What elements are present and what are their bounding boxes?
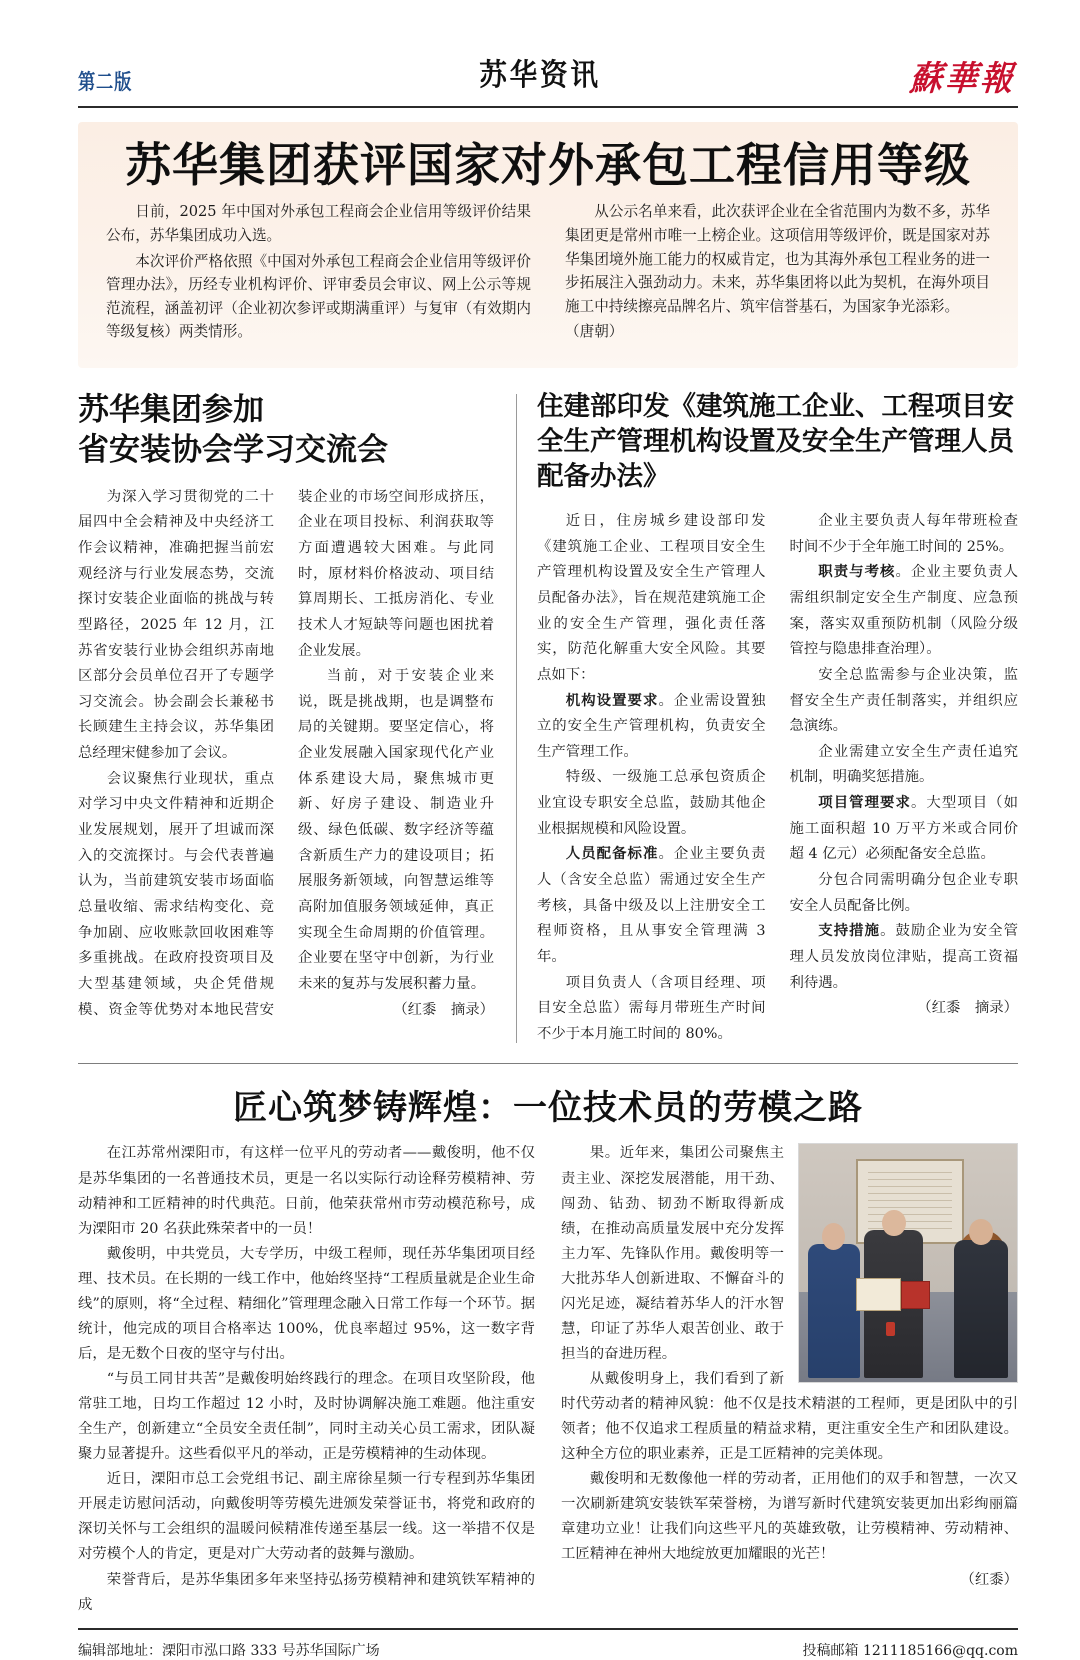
run-in-lead: 支持措施 [818, 923, 881, 940]
submission-email [803, 1640, 1018, 1660]
lead-paragraph: 从公示名单来看，此次获评企业在全省范围内为数不多，苏华集团更是常州市唯一上榜企业。这项信用等级评价，既是国家对苏华集团境外施工能力的权威肯定，也为其海外承包工程业务的进一步拓展注入强劲动力。未来，苏华集团将以此为契机，在海外项目施工中持续擦亮品牌名片、筑牢信誉基石，为国家争光添彩。 [565, 203, 990, 315]
paragraph: 人员配备标准。企业主要负责人（含安全总监）需通过安全生产考核，具备中级及以上注册安全工程师资格，且从事安全管理满 3 年。 [537, 846, 766, 965]
paragraph: 安全总监需参与企业决策，监督安全生产责任制落实，并组织应急演练。 [789, 666, 1018, 735]
lead-article [78, 122, 1018, 368]
footer-divider [78, 1628, 1018, 1630]
paragraph: 果。近年来，集团公司聚焦主责主业、深挖发展潜能，用干劲、闯劲、钻劲、韧劲不断取得新成绩，在推动高质量发展中充分发挥主力军、先锋队作用。戴俊明等一大批苏华人创新进取、不懈奋斗的闪光足迹，凝结着苏华人的汗水智慧，印证了苏华人艰苦创业、敢于担当的奋进历程。 [561, 1145, 784, 1362]
feature-divider [78, 1063, 1018, 1064]
masthead-divider [78, 106, 1018, 108]
run-in-lead: 机构设置要求 [565, 692, 659, 709]
email-label: 投稿邮箱 [802, 1642, 859, 1659]
lead-paragraph: 日前，2025 年中国对外承包工程商会企业信用等级评价结果公布，苏华集团成功入选。 [106, 203, 531, 244]
editorial-address: 编辑部地址：溧阳市泓口路 333 号苏华国际广场 [78, 1642, 380, 1659]
mid-section [78, 390, 1018, 1047]
feature-headline: 匠心筑梦铸辉煌：一位技术员的劳模之路 [233, 1088, 863, 1129]
red-sash [886, 1322, 895, 1337]
email-address: 1211185166@qq.com [863, 1642, 1018, 1659]
article-left-byline: （红黍 摘录） [393, 1001, 494, 1018]
paragraph: 机构设置要求。企业需设置独立的安全生产管理机构，负责安全生产管理工作。 [537, 692, 766, 760]
paragraph: 特级、一级施工总承包资质企业宜设专职安全总监，鼓励其他企业根据规模和风险设置。 [537, 769, 766, 837]
headline-line-1: 苏华集团参加 [78, 392, 264, 429]
lead-byline: （唐朝） [565, 323, 624, 341]
paragraph: 职责与考核。企业主要负责人需组织制定安全生产制度、应急预案，落实双重预防机制（风险分级管控与隐患排查治理）。 [789, 564, 1018, 658]
paragraph: 当前，对于安装企业来说，既是挑战期，也是调整布局的关键期。要坚定信心，将企业发展融入国家现代化产业体系建设大局，聚焦城市更新、好房子建设、制造业升级、绿色低碳、数字经济等蕴含新质生产力的建设项目；拓展服务新领域，向智慧运维等高附加值服务领域延伸，真正实现全生命周期的价值管理。企业要在坚守中创新，为行业未来的复苏与发展积蓄力量。 [298, 668, 494, 992]
article-right [537, 390, 1018, 1047]
paragraph: 会议聚焦行业现状，重点对学习中央文件精神和近期企业发展规划，展开了坦诚而深入的交流探讨。与会代表普遍认为，当前建筑安装市场面临总量收缩、需求结构变化、竞争加剧、应收账款回收困难等多重挑战。在政府投资项目及大型基建领域，央企凭借规模、资金等优势对本地民营安装企业的市场空间形成挤压，企业在项目投标、利润获取等方面遭遇较大困难。与此同时，原材料价格波动、项目结算周期长、工抵房消化、专业技术人才短缺等问题也困扰着企业发展。 [78, 488, 494, 1018]
paragraph: 从戴俊明身上，我们看到了新时代劳动者的精神风貌：他不仅是技术精湛的工程师，更是团队中的引领者；他不仅追求工程质量的精益求精，更注重安全生产和团队建设。这种全方位的职业素养，正是工匠精神的完美体现。 [561, 1371, 1018, 1463]
person-left [808, 1244, 860, 1377]
article-right-headline: 住建部印发《建筑施工企业、工程项目安全生产管理机构设置及安全生产管理人员配备办法》 [537, 391, 1014, 493]
feature-column-left [78, 1141, 535, 1617]
article-left-headline [78, 390, 494, 471]
paragraph: 分包合同需明确分包企业专职安全人员配备比例。 [789, 871, 1018, 914]
paragraph: 企业需建立安全生产责任追究机制，明确奖惩措施。 [789, 743, 1018, 786]
run-in-lead: 职责与考核 [818, 564, 896, 581]
paragraph: 项目管理要求。大型项目（如施工面积超 10 万平方米或合同价超 4 亿元）必须配备安全总监。 [789, 795, 1018, 863]
paragraph: 企业主要负责人每年带班检查时间不少于全年施工时间的 25%。 [789, 513, 1018, 555]
article-left [78, 390, 516, 1047]
run-in-lead: 项目管理要求 [818, 795, 911, 812]
paragraph: 近日，溧阳市总工会党组书记、副主席徐星频一行专程到苏华集团开展走访慰问活动，向戴俊明等劳模先进颁发荣誉证书，将党和政府的深切关怀与工会组织的温暖问候精准传递至基层一线。这一举措不仅是对劳模个人的肯定，更是对广大劳动者的鼓舞与激励。 [78, 1471, 535, 1563]
paragraph: 戴俊明和无数像他一样的劳动者，正用他们的双手和智慧，一次又一次刷新建筑安装铁军荣誉榜，为谱写新时代建筑安装更加出彩绚丽篇章建功立业！让我们向这些平凡的英雄致敬，让劳模精神、劳动精神、工匠精神在神州大地绽放更加耀眼的光芒！ [561, 1471, 1018, 1563]
person-right [954, 1240, 1009, 1378]
lead-paragraph: 本次评价严格依照《中国对外承包工程商会企业信用等级评价管理办法》，历经专业机构评价、评审委员会审议、网上公示等规范流程，涵盖初评（企业初次参评或期满重评）与复审（有效期内等级复核）两类情形。 [106, 252, 531, 341]
medal-case [901, 1281, 929, 1309]
lead-column-left [106, 200, 531, 346]
paragraph: 戴俊明，中共党员，大专学历，中级工程师，现任苏华集团项目经理、技术员。在长期的一线工作中，他始终坚持“工程质量就是企业生命线”的原则，将“全过程、精细化”管理理念融入日常工作每一个环节。据统计，他完成的项目合格率达 100%，优良率超过 95%，这一数字背后，是无数个日夜的坚守与付出。 [78, 1245, 535, 1362]
feature-byline: （红黍） [960, 1571, 1018, 1588]
paragraph: 近日，住房城乡建设部印发《建筑施工企业、工程项目安全生产管理机构设置及安全生产管理人员配备办法》，旨在规范建筑施工企业的安全生产管理，强化责任落实，防范化解重大安全风险。其要点如下： [537, 513, 766, 683]
paragraph: 项目负责人（含项目经理、项目安全总监）需每月带班生产时间不少于本月施工时间的 80%。 [537, 974, 766, 1042]
article-right-body [537, 509, 1018, 1047]
certificate [856, 1278, 902, 1311]
award-ceremony-photo [798, 1143, 1018, 1383]
lead-column-right [565, 200, 990, 346]
newspaper-brand-logo: 蘇華報 [908, 59, 1017, 99]
feature-column-right [561, 1141, 1018, 1617]
photo-content [799, 1144, 1017, 1382]
paragraph: 为深入学习贯彻党的二十届四中全会精神及中央经济工作会议精神，准确把握当前宏观经济与行业发展态势，交流探讨安装企业面临的挑战与转型路径，2025 年 12 月，江苏省安装行业协会组织苏南地区部分会员单位召开了专题学习交流会。协会副会长兼秘书长顾建生主持会议，苏华集团总经理宋健参加了会议。 [78, 488, 274, 762]
section-title: 苏华资讯 [479, 58, 601, 93]
headline-line-2: 省安装协会学习交流会 [78, 432, 388, 469]
paragraph: 荣誉背后，是苏华集团多年来坚持弘扬劳模精神和建筑铁军精神的成 [78, 1571, 535, 1613]
run-in-lead: 人员配备标准 [565, 846, 659, 863]
article-left-body [78, 485, 494, 1023]
article-right-byline: （红黍 摘录） [917, 1000, 1018, 1017]
masthead [0, 0, 1080, 106]
footer [78, 1640, 1018, 1660]
paragraph: 支持措施。鼓励企业为安全管理人员发放岗位津贴，提高工资福利待遇。 [789, 923, 1018, 991]
page-number: 第二版 [78, 70, 133, 94]
paragraph: “与员工同甘共苦”是戴俊明始终践行的理念。在项目攻坚阶段，他常驻工地，日均工作超过 12 小时，及时协调解决施工难题。他注重安全生产，创新建立“全员安全责任制”，同时主动关心员工需求，团队凝聚力显著提升。这些看似平凡的举动，正是劳模精神的生动体现。 [78, 1371, 535, 1463]
lead-headline: 苏华集团获评国家对外承包工程信用等级 [125, 138, 971, 192]
column-divider [516, 394, 517, 1043]
paragraph: 在江苏常州溧阳市，有这样一位平凡的劳动者——戴俊明，他不仅是苏华集团的一名普通技术员，更是一名以实际行动诠释劳模精神、劳动精神和工匠精神的时代典范。日前，他荣获常州市劳动模范称号，成为溧阳市 20 名获此殊荣者中的一员！ [78, 1145, 535, 1237]
feature-article [78, 1080, 1018, 1617]
